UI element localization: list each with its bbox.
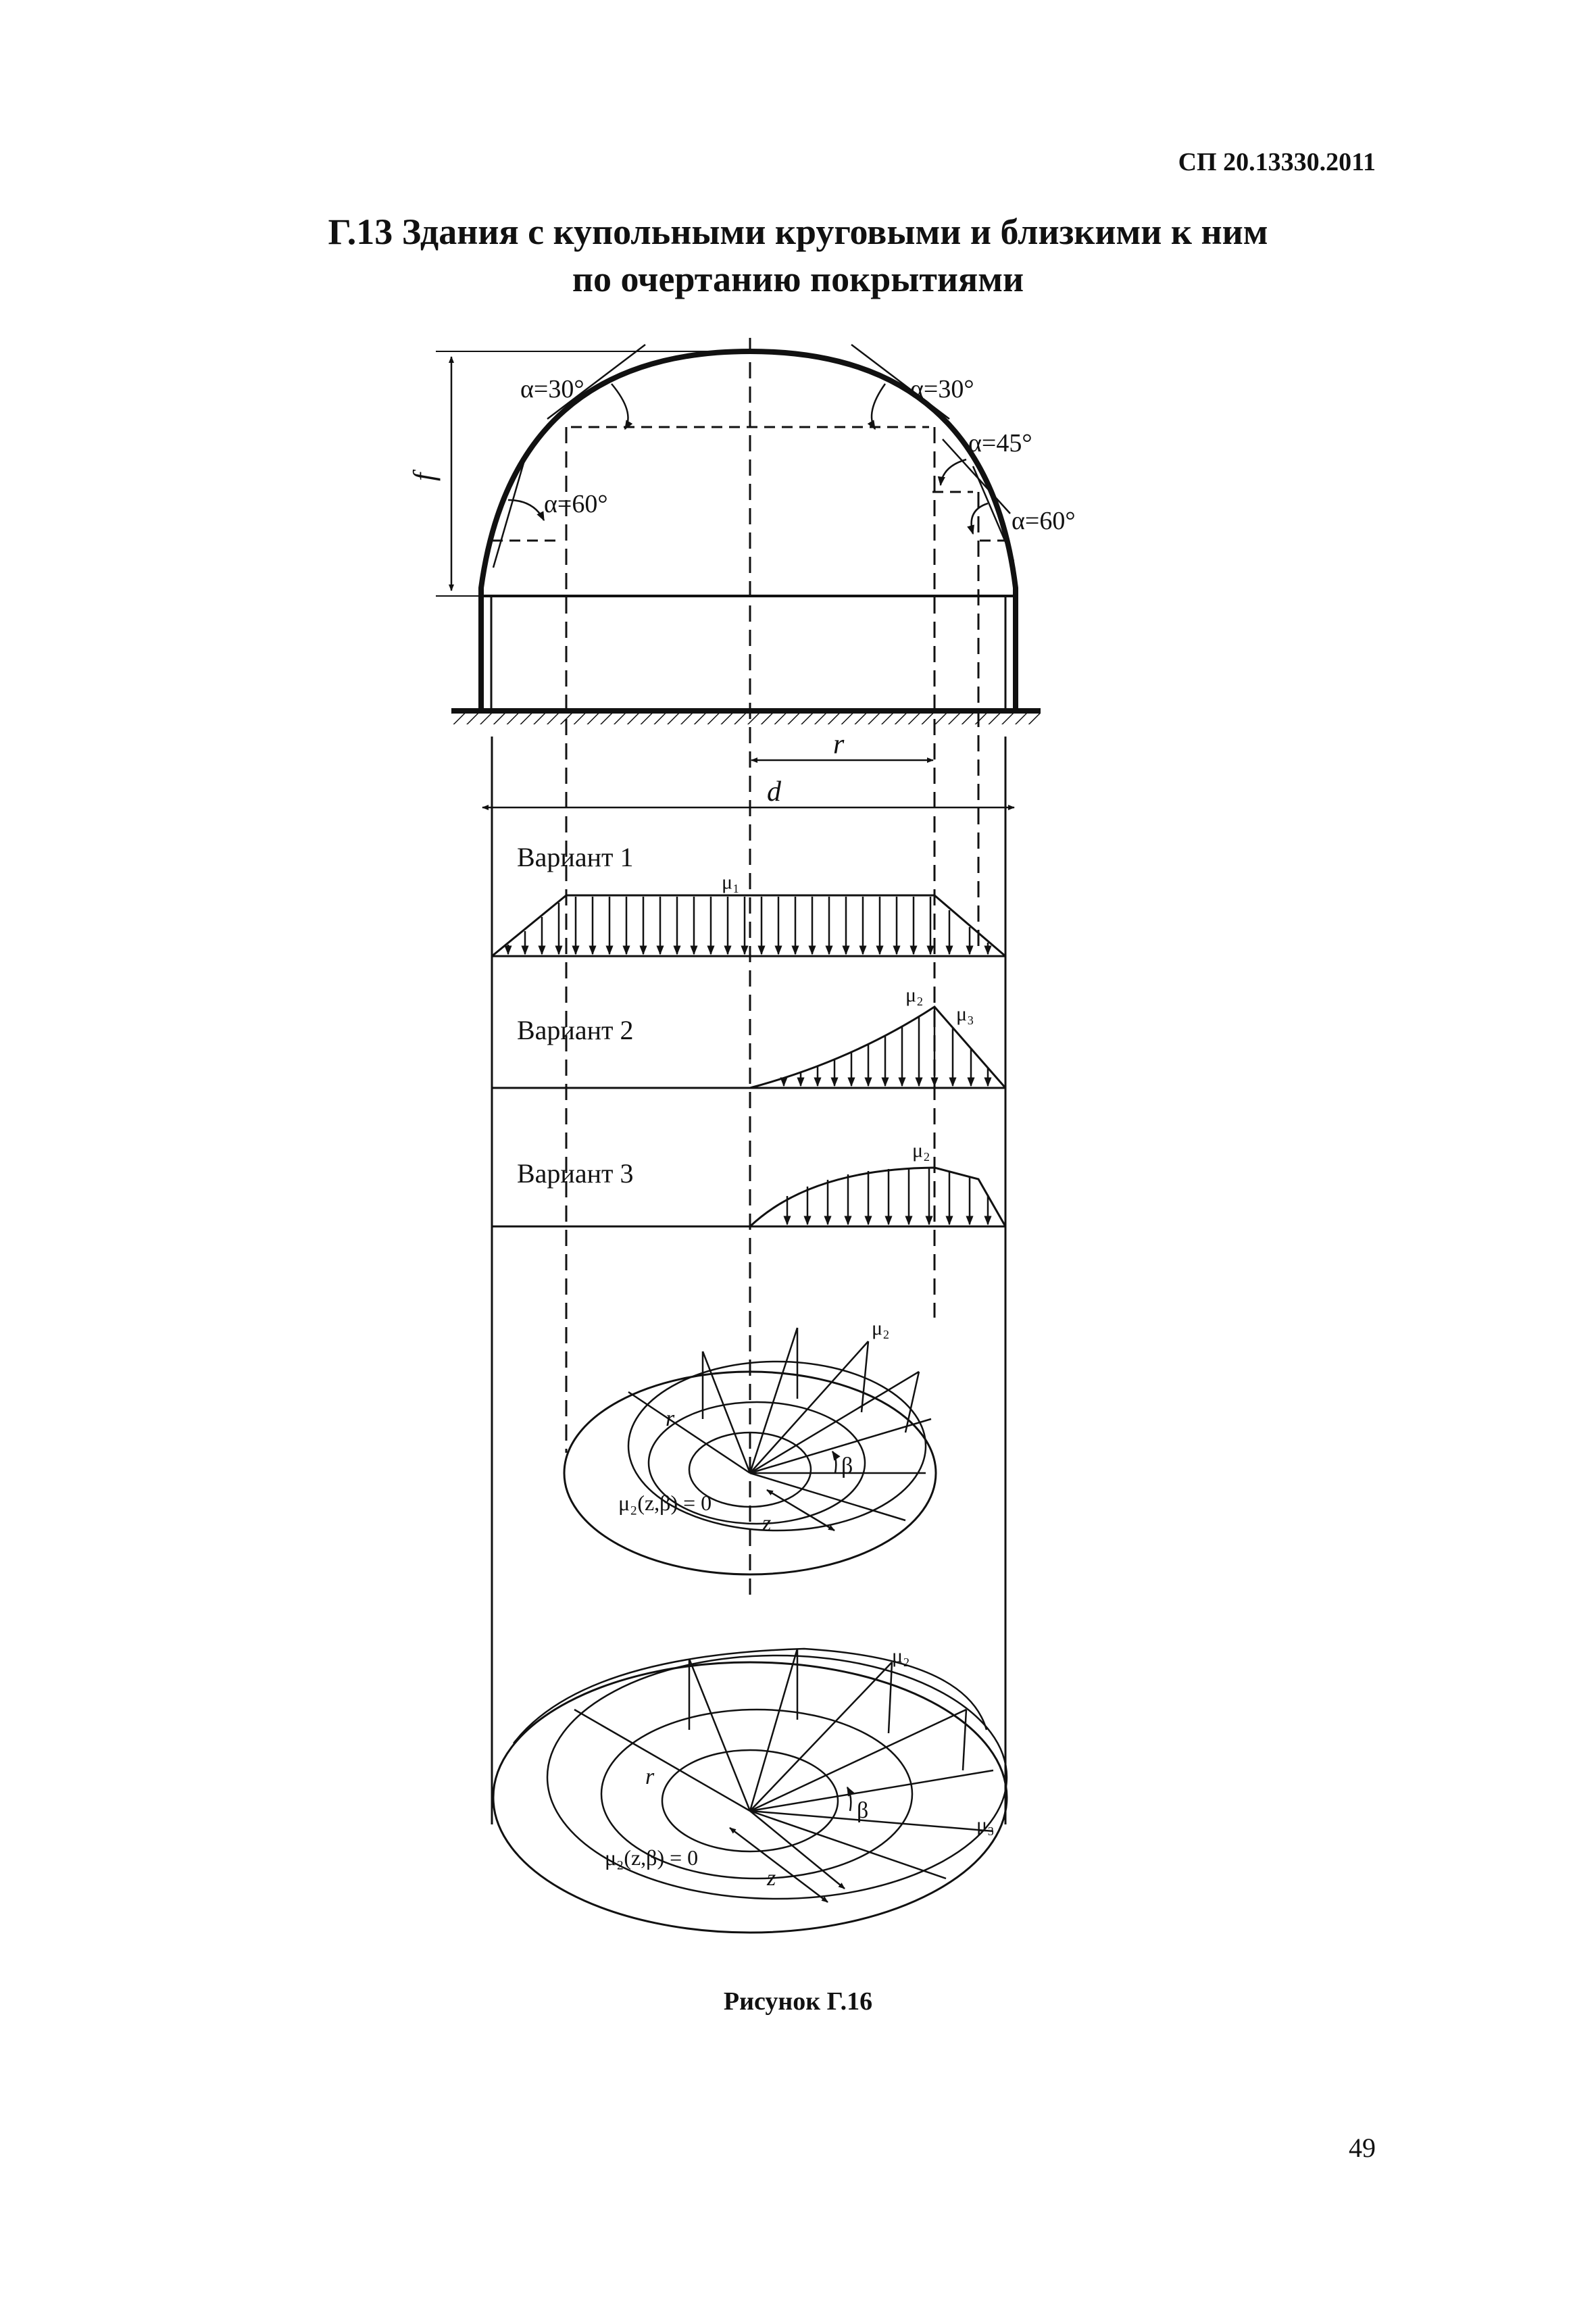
angle-label-low-right: α=60° (1012, 507, 1076, 535)
variant-3-label: Вариант 3 (517, 1158, 634, 1189)
plan-large-diagram (493, 1649, 1007, 1933)
projection-lines (492, 338, 1005, 1824)
plan-large-mu-a: μ₂ (892, 1645, 910, 1667)
plan-small-mu: μ₂ (872, 1317, 890, 1339)
variant-3-mu: μ₂ (912, 1139, 930, 1162)
angle-label-top-right: α=30° (910, 375, 974, 403)
section-title-line-1: Г.13 Здания с купольными круговыми и близкими к ним (328, 211, 1268, 252)
angle-label-top-left: α=30° (520, 375, 584, 403)
variant-2-mu-b: μ₃ (956, 1003, 974, 1025)
variant-1-diagram (492, 895, 1005, 956)
plan-large-r: r (645, 1764, 655, 1789)
plan-small-r: r (666, 1406, 675, 1431)
ground-hatch (451, 714, 1041, 724)
plan-small-formula: μ₂(z,β) = 0 (618, 1491, 712, 1515)
section-title-line-2: по очертанию покрытиями (572, 259, 1024, 300)
plan-large-mu-b: μ₃ (976, 1814, 995, 1836)
page-number: 49 (1349, 2133, 1376, 2163)
plan-small-beta: β (841, 1453, 853, 1478)
height-label: f (407, 472, 441, 481)
plan-large-formula: μ₂(z,β) = 0 (605, 1845, 699, 1870)
variant-2-mu-a: μ₂ (905, 984, 924, 1006)
angle-label-mid-right: α=45° (968, 429, 1032, 457)
plan-small-z: z (762, 1511, 772, 1536)
variant-1-mu: μ₁ (722, 871, 740, 893)
document-code: СП 20.13330.2011 (1178, 148, 1376, 176)
variant-1-label: Вариант 1 (517, 842, 634, 872)
angle-label-low-left: α=60° (544, 490, 608, 518)
plan-large-beta: β (857, 1798, 869, 1823)
radius-label: r (833, 729, 845, 760)
diameter-label: d (767, 776, 781, 807)
figure-caption: Рисунок Г.16 (723, 1987, 873, 2016)
variant-2-label: Вариант 2 (517, 1015, 634, 1045)
plan-large-z: z (767, 1866, 776, 1891)
